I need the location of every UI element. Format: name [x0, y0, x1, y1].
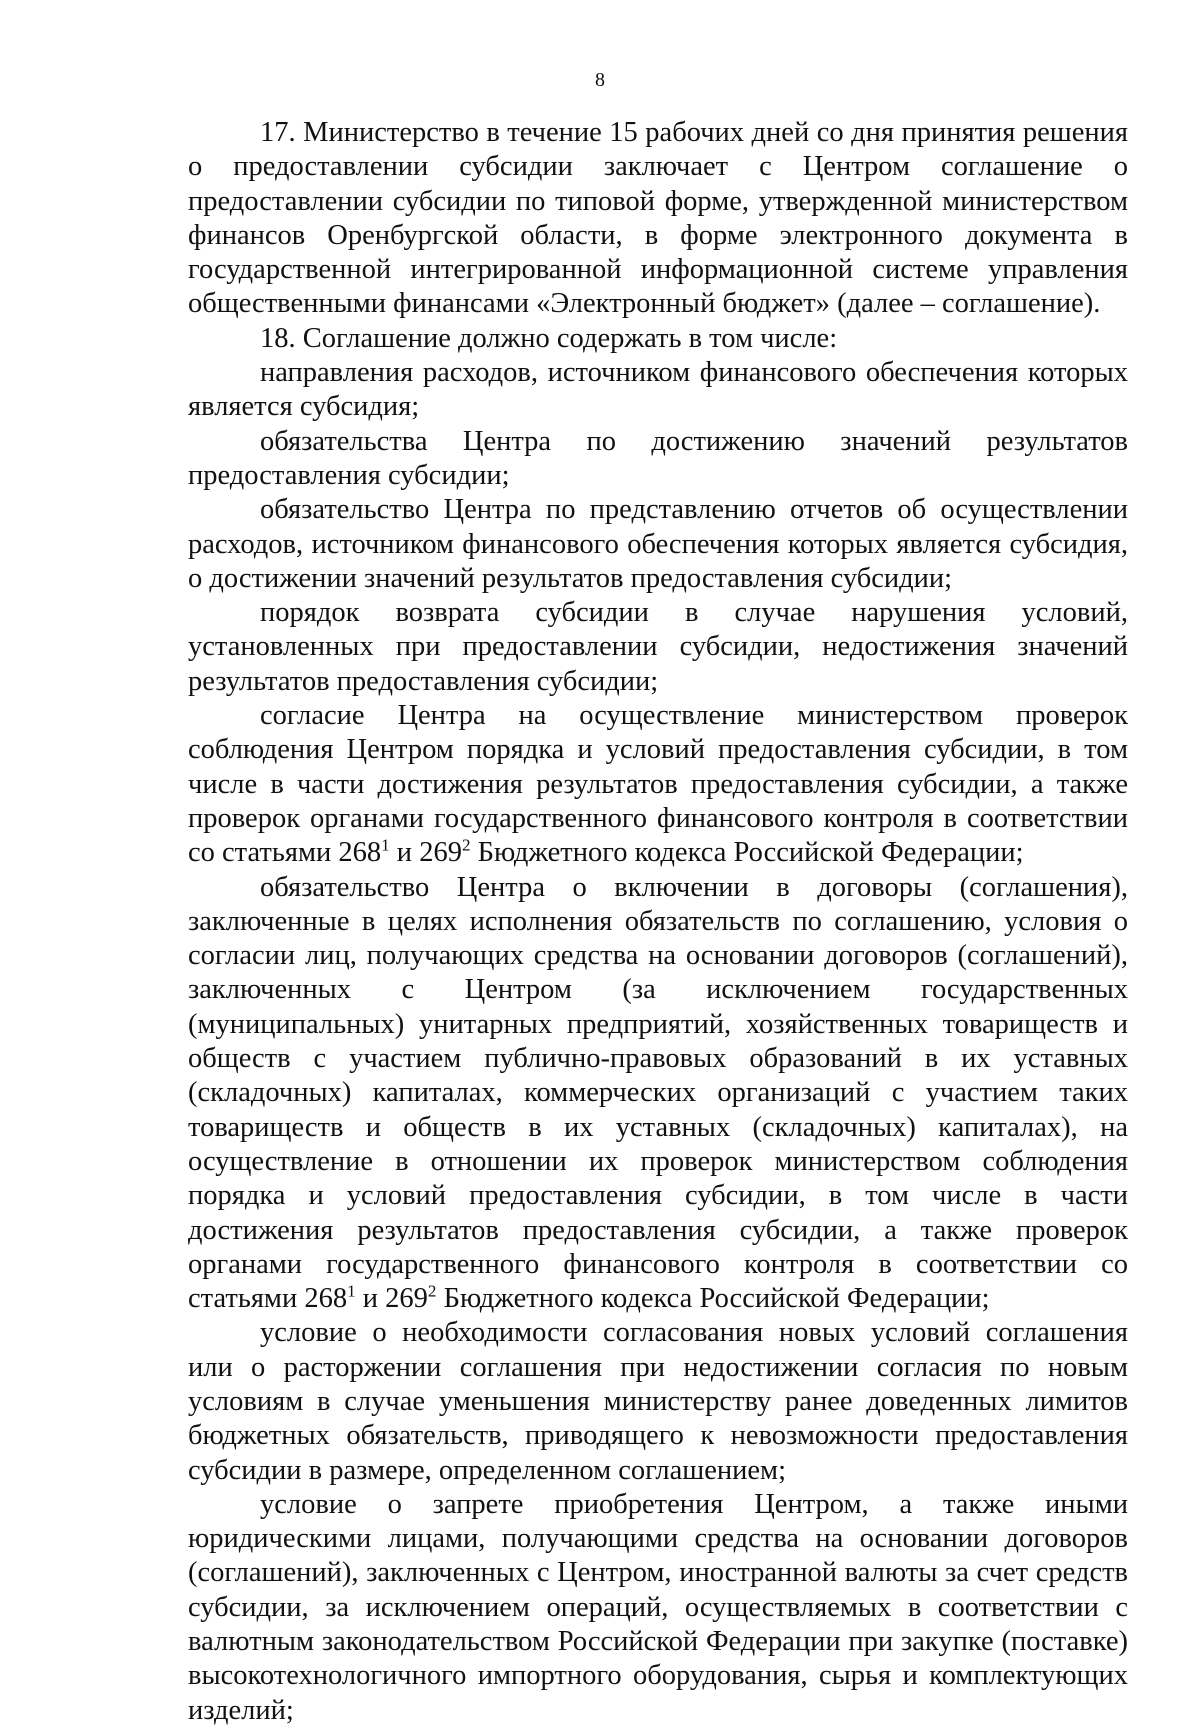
list-item-reporting-obligation: обязательство Центра по представлению отчетов об осуществлении расходов, источником финансового обеспечения которых является субсидия, о достижении значений результатов предоставления субсидии;: [188, 494, 1128, 594]
list-item-results-obligations: обязательства Центра по достижению значений результатов предоставления субсидии;: [188, 425, 1128, 491]
list-item-return-procedure: порядок возврата субсидии в случае нарушения условий, установленных при предоставлении субсидии, недостижения значений результатов предоставления субсидии;: [188, 597, 1128, 697]
article-ref: 269: [419, 837, 462, 869]
list-item-expense-directions: направления расходов, источником финансового обеспечения которых является субсидия;: [188, 357, 1128, 423]
list-item-new-conditions: условие о необходимости согласования новых условий соглашения или о расторжении соглашения при недостижении согласия по новым условиям в случае уменьшения министерству ранее доведенных лимитов бюджетных обязательств, приводящего к невозможности предоставления субсидии в размере, определенном соглашением;: [188, 1317, 1128, 1486]
article-ref-sup: 2: [461, 835, 471, 855]
conjunction: и: [396, 837, 413, 869]
list-item-contract-inclusion: [188, 871, 1128, 1317]
paragraph-tail: Бюджетного кодекса Российской Федерации;: [477, 837, 1024, 869]
article-ref: 268: [304, 1283, 348, 1315]
page-number: 8: [595, 69, 605, 91]
article-ref: 269: [385, 1283, 428, 1315]
article-ref-sup: 1: [381, 835, 390, 855]
paragraph-17: 17. Министерство в течение 15 рабочих дней со дня принятия решения о предоставлении субсидии заключает с Центром соглашение о предоставлении субсидии по типовой форме, утвержденной министерством финансов Оренбургской области, в форме электронного документа в государственной интегрированной информационной системе управления общественными финансами «Электронный бюджет» (далее – соглашение).: [188, 117, 1128, 320]
conjunction: и: [362, 1283, 379, 1315]
list-item-inspection-consent: [188, 699, 1128, 870]
paragraph-18: 18. Соглашение должно содержать в том числе:: [260, 322, 838, 354]
list-item-currency-prohibition: условие о запрете приобретения Центром, а также иными юридическими лицами, получающими средства на основании договоров (соглашений), заключенных с Центром, иностранной валюты за счет средств субсидии, за исключением операций, осуществляемых в соответствии с валютным законодательством Российской Федерации при закупке (поставке) высокотехнологичного импортного оборудования, сырья и комплектующих изделий;: [188, 1488, 1128, 1726]
article-ref-sup: 1: [347, 1281, 356, 1301]
article-ref-sup: 2: [427, 1281, 437, 1301]
paragraph-text: обязательство Центра о включении в договоры (соглашения), заключенные в целях исполнения обязательств по соглашению, условия о согласии лиц, получающих средства на основании договоров (соглашений), заключенных с Центром (за исключением государственных (муниципальных) унитарных предприятий, хозяйственных товариществ и обществ с участием публично-правовых образований в их уставных (складочных) капиталах, коммерческих организаций с участием таких товариществ и обществ в их уставных (складочных) капиталах), на осуществление в отношении их проверок министерством соблюдения порядка и условий предоставления субсидии, в том числе в части достижения результатов предоставления субсидии, а также проверок органами государственного финансового контроля в соответствии со статьями: [188, 871, 1128, 1315]
paragraph-tail: Бюджетного кодекса Российской Федерации;: [443, 1283, 990, 1315]
article-ref: 268: [338, 837, 382, 869]
document-body: [188, 116, 1128, 1728]
paragraph-text: согласие Центра на осуществление министерством проверок соблюдения Центром порядка и условий предоставления субсидии, в том числе в части достижения результатов предоставления субсидии, а также проверок органами государственного финансового контроля в соответствии со статьями: [188, 700, 1128, 869]
